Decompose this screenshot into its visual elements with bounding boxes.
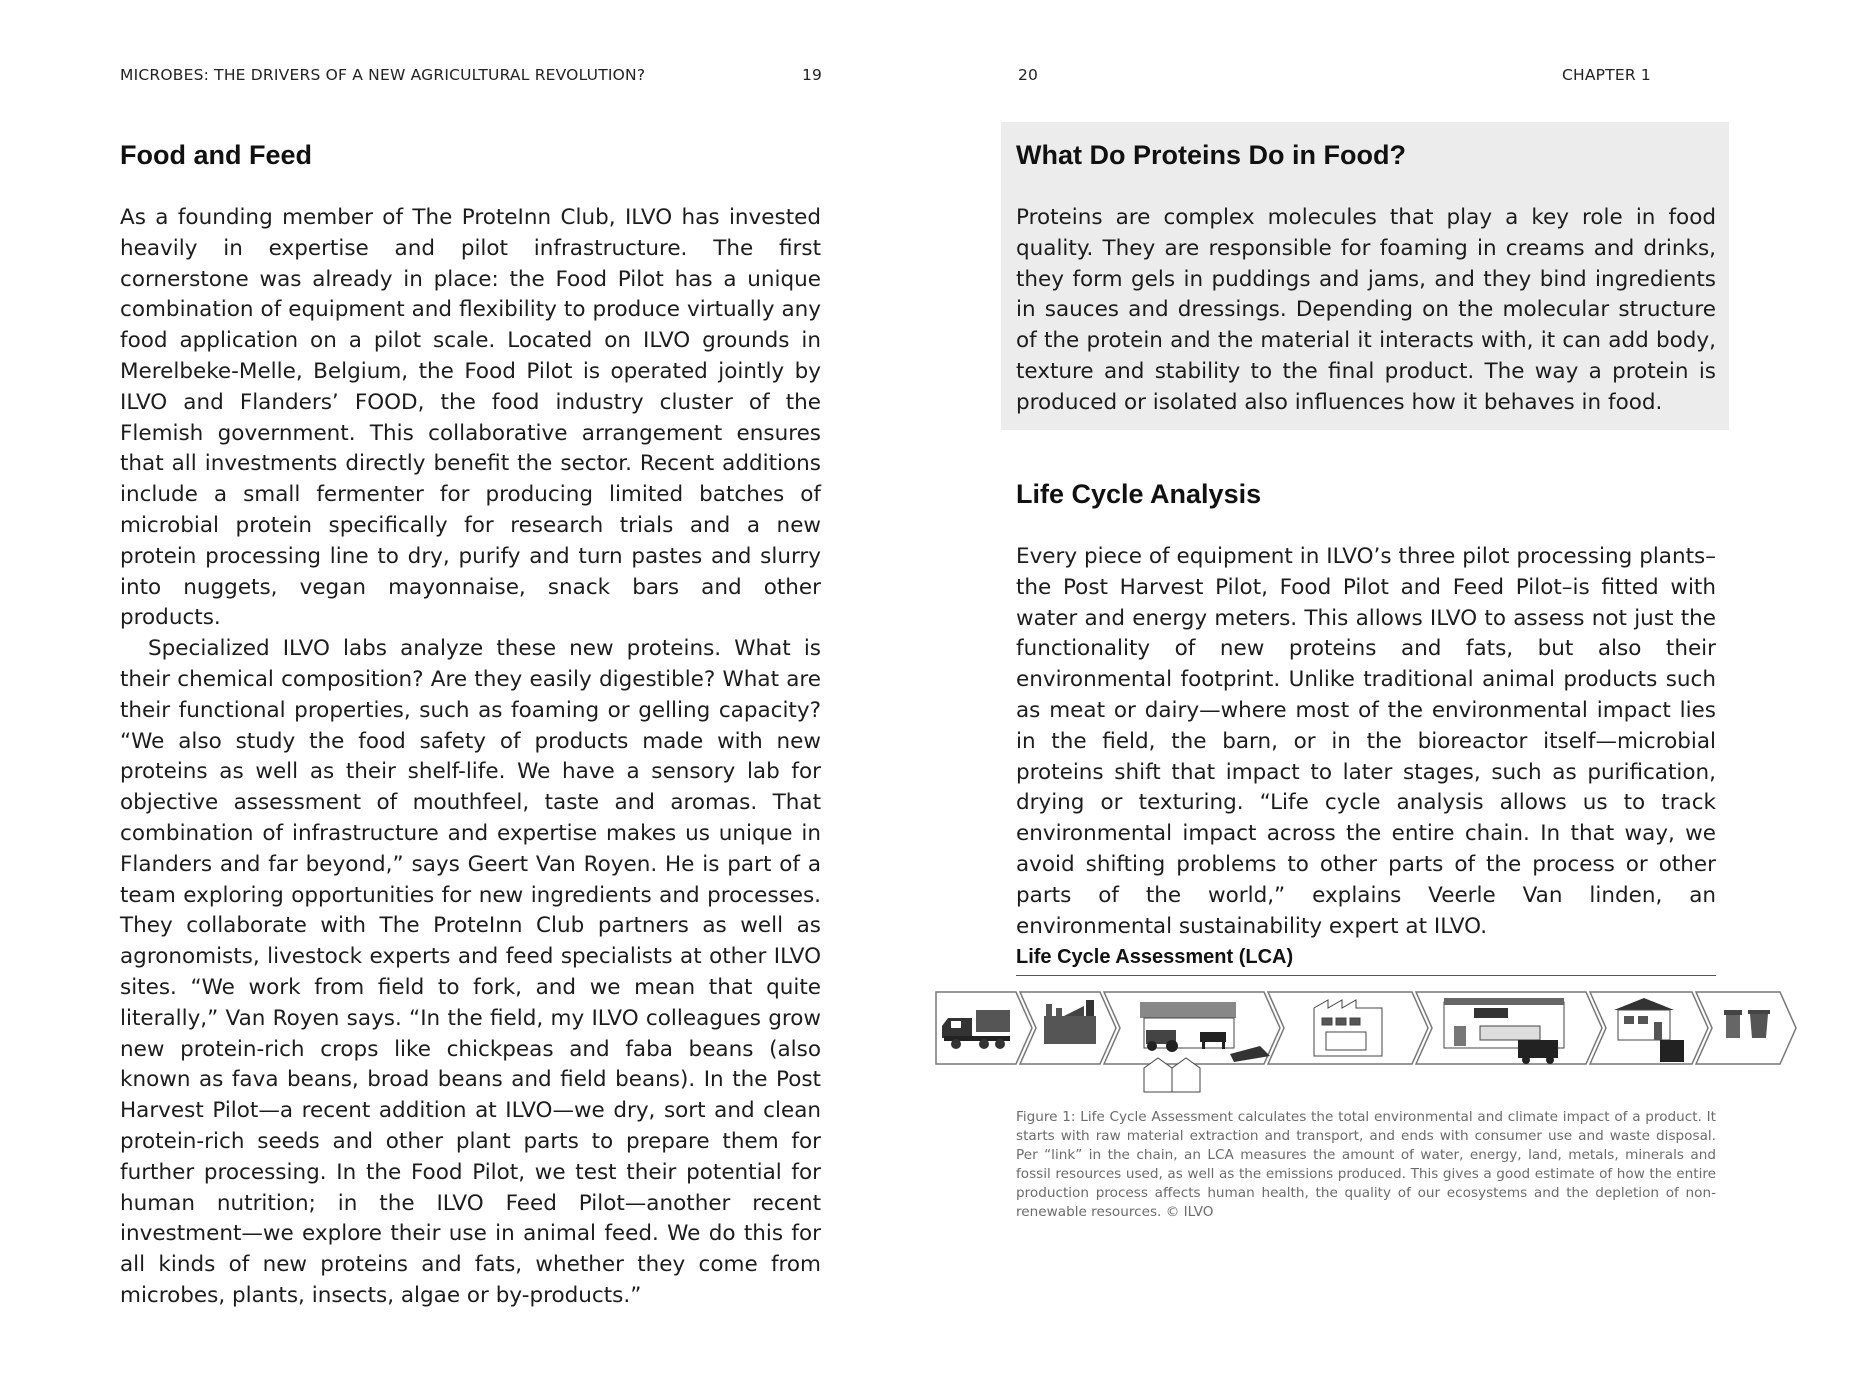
page-number-right: 20	[1018, 66, 1039, 84]
running-chapter: CHAPTER 1	[1561, 66, 1651, 84]
box-text	[1016, 203, 1716, 419]
lca-chain-diagram	[934, 988, 1802, 1098]
section-heading-lca: Life Cycle Analysis	[1016, 479, 1262, 509]
left-body-text	[120, 203, 821, 1312]
paragraph: Proteins are complex molecules that play a key role in food quality. They are responsible for foaming in creams and drinks, they form gels in puddings and jams, and they bind ingredients in sauces and dressings. Depending on the molecular structure of the protein and the material it interacts with, it can add body, texture and stability to the final product. The way a protein is produced or isolated also influences how it behaves in food.	[1016, 205, 1716, 415]
box-heading: What Do Proteins Do in Food?	[1016, 140, 1406, 170]
paragraph: Every piece of equipment in ILVO’s three pilot processing plants–the Post Harvest Pilot, Food Pilot and Feed Pilot–is fitted with water and energy meters. This allows ILVO to assess not just the functionality of new proteins and fats, but also their environmental footprint. Unlike traditional animal products such as meat or dairy—where most of the environmental impact lies in the field, the barn, or in the bioreactor itself—microbial proteins shift that impact to later stages, such as purification, drying or texturing. “Life cycle analysis allows us to track environmental impact across the entire chain. In that way, we avoid shifting problems to other parts of the process or other parts of the world,” explains Veerle Van linden, an environmental sustainability expert at ILVO.	[1016, 544, 1716, 939]
right-page	[930, 0, 1867, 1400]
paragraph: Specialized ILVO labs analyze these new proteins. What is their chemical composition? Are they easily digestible? What are their functional properties, such as foaming or gelling capacity? “We also study the food safety of products made with new proteins as well as their shelf-life. We have a sensory lab for objective assessment of mouthfeel, taste and aromas. That combination of infrastructure and expertise makes us unique in Flanders and far beyond,” says Geert Van Royen. He is part of a team exploring opportunities for new ingredients and processes. They collaborate with The ProteInn Club partners as well as agronomists, livestock experts and feed specialists at other ILVO sites. “We work from field to fork, and we mean that quite literally,” Van Royen says. “In the field, my ILVO colleagues grow new protein-rich crops like chickpeas and faba beans (also known as fava beans, broad beans and field beans). In the Post Harvest Pilot—a recent addition at ILVO—we dry, sort and clean protein-rich seeds and other plant parts to prepare them for further processing. In the Food Pilot, we test their potential for human nutrition; in the ILVO Feed Pilot—another recent investment—we explore their use in animal feed. We do this for all kinds of new proteins and fats, whether they come from microbes, plants, insects, algae or by-products.”	[120, 636, 821, 1308]
page-number-left: 19	[802, 66, 823, 84]
section-heading-food-and-feed: Food and Feed	[120, 140, 312, 170]
figure-title: Life Cycle Assessment (LCA)	[1016, 946, 1294, 968]
figure-caption: Figure 1: Life Cycle Assessment calculates the total environmental and climate impact of a product. It starts with raw material extraction and transport, and ends with consumer use and waste disposal. Per “link” in the chain, an LCA measures the amount of water, energy, land, metals, minerals and fossil resources used, as well as the emissions produced. This gives a good estimate of how the entire production process affects human health, the quality of our ecosystems and the depletion of non-renewable resources. © ILVO	[1016, 1109, 1716, 1220]
left-page	[0, 0, 930, 1400]
processing-plant-icon	[1314, 1000, 1382, 1056]
running-title: MICROBES: THE DRIVERS OF A NEW AGRICULTURAL REVOLUTION?	[120, 66, 646, 84]
lca-body-text	[1016, 542, 1716, 942]
figure-rule	[1016, 975, 1716, 976]
chevron-stage-7	[1696, 992, 1796, 1064]
paragraph: As a founding member of The ProteInn Club, ILVO has invested heavily in expertise and pilot infrastructure. The first cornerstone was already in place: the Food Pilot has a unique combination of equipment and flexibility to produce virtually any food application on a pilot scale. Located on ILVO grounds in Merelbeke-Melle, Belgium, the Food Pilot is operated jointly by ILVO and Flanders’ FOOD, the food industry cluster of the Flemish government. This collaborative arrangement ensures that all investments directly benefit the sector. Recent additions include a small fermenter for producing limited batches of microbial protein specifically for research trials and a new protein processing line to dry, purify and turn pastes and slurry into nuggets, vegan mayonnaise, snack bars and other products.	[120, 205, 821, 631]
